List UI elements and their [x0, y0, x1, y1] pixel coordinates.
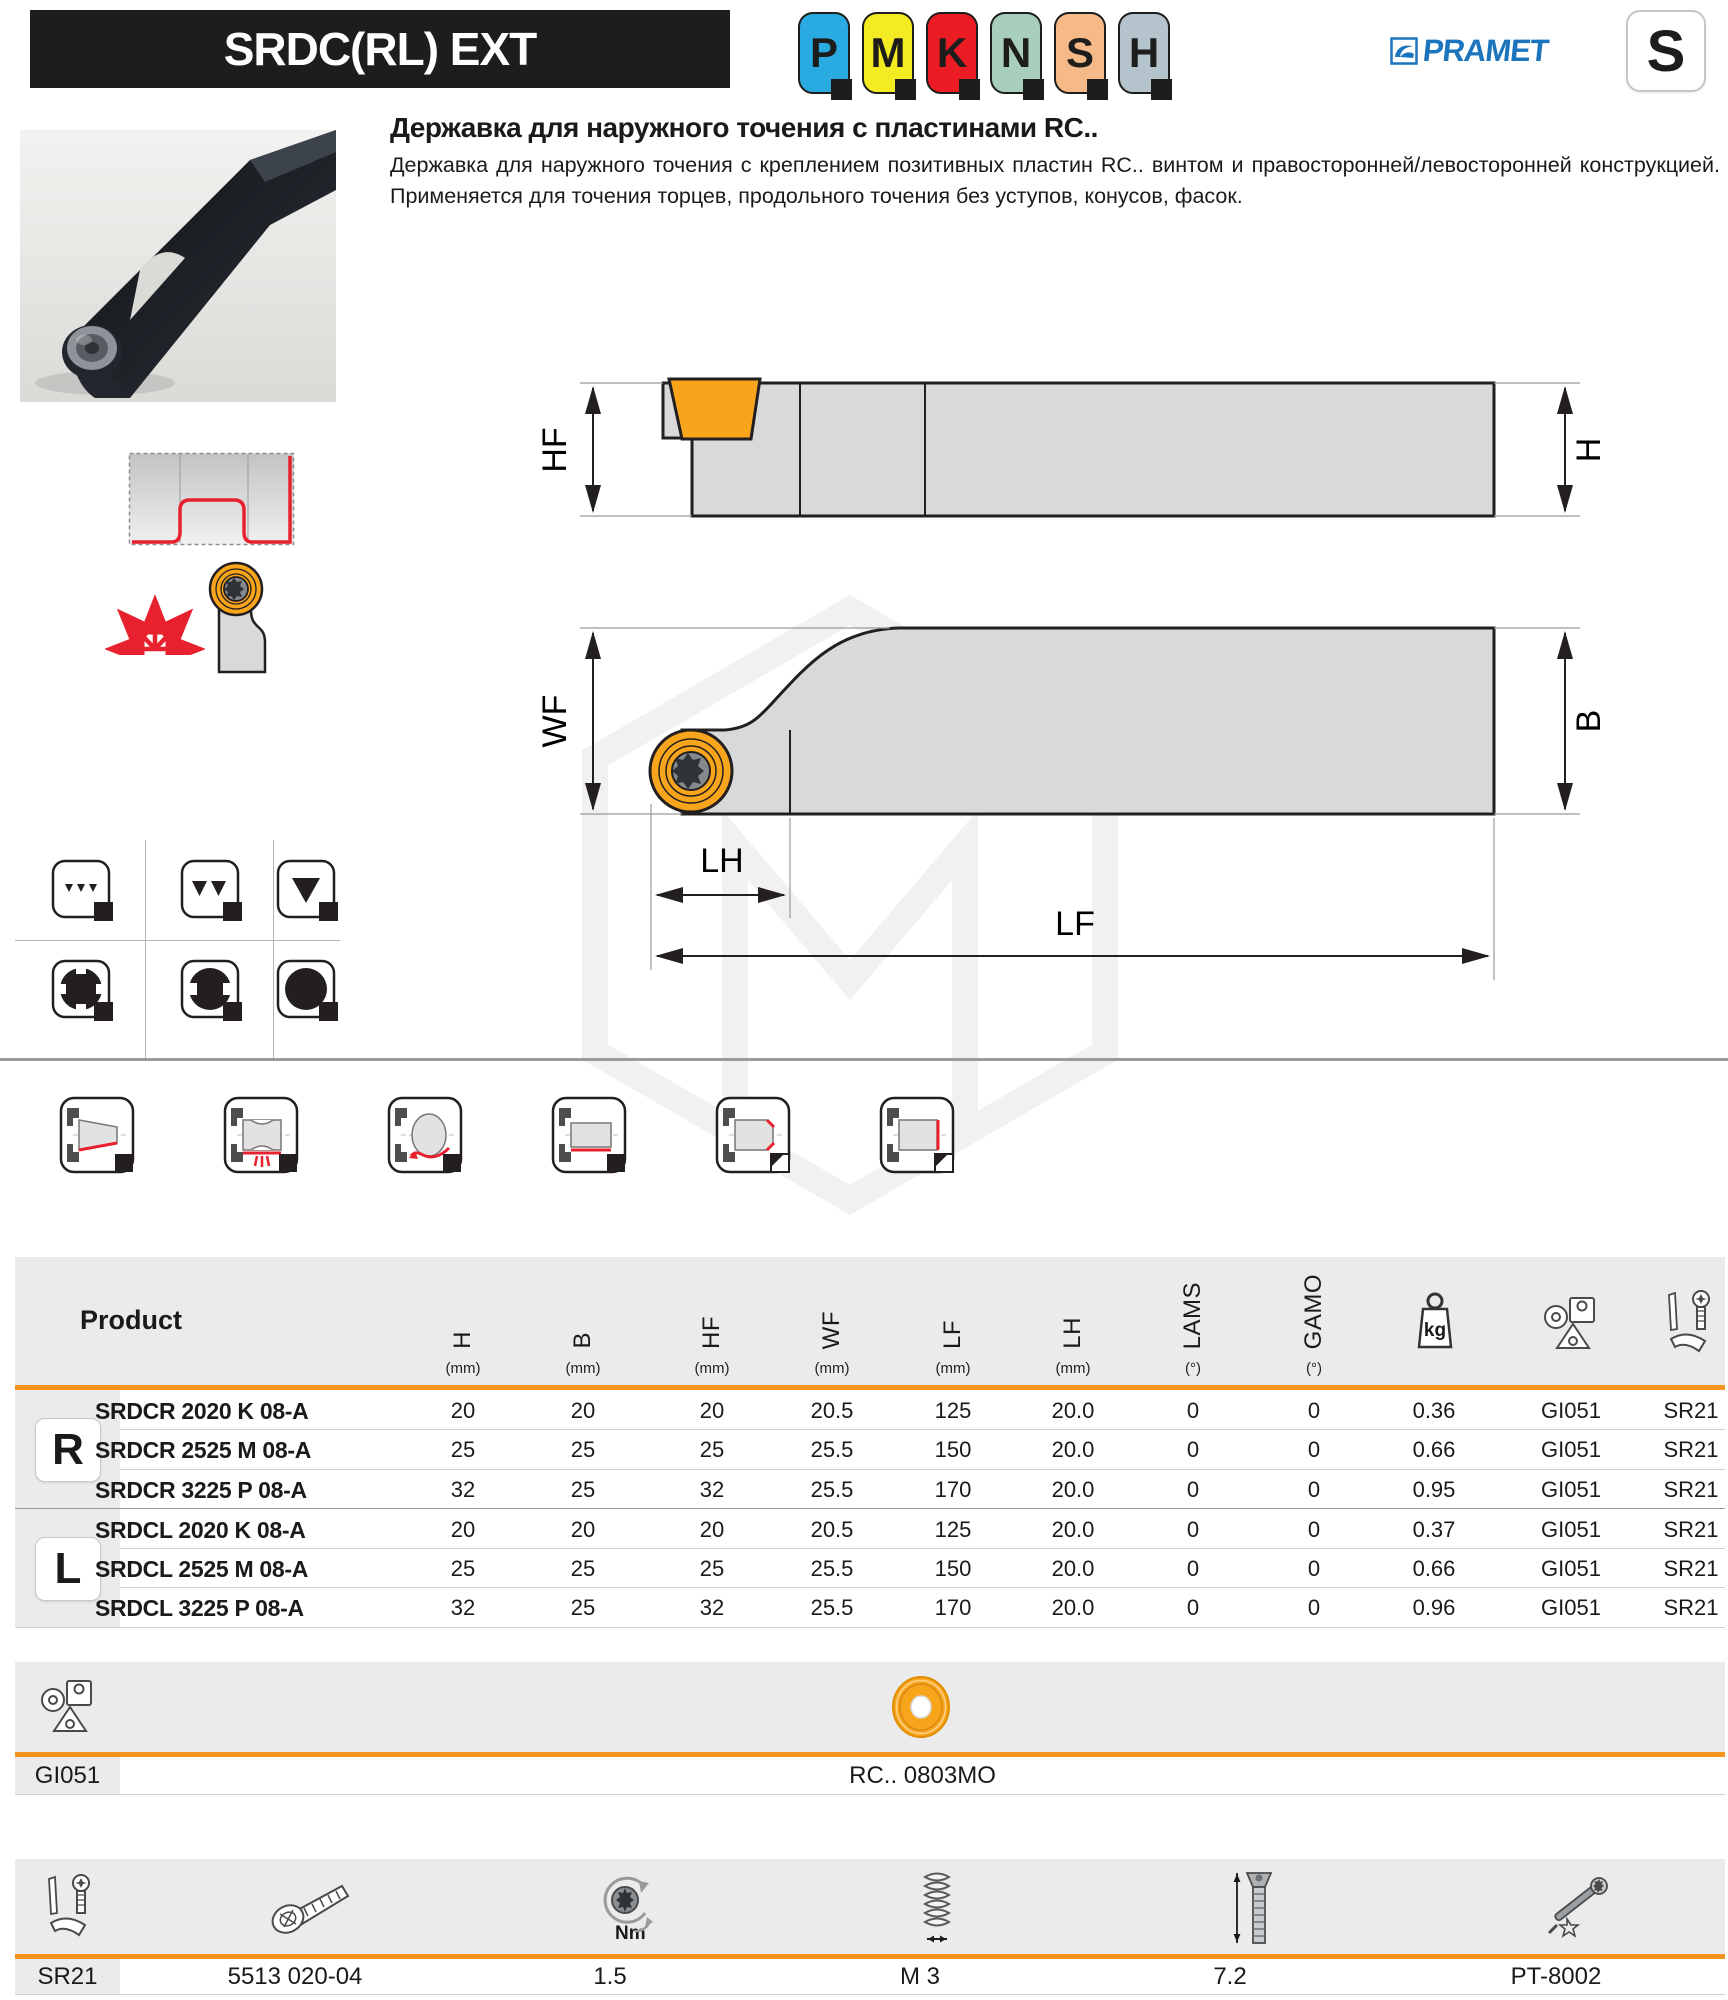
value-wf: 25.5: [810, 1477, 854, 1502]
unit-lf: (mm): [935, 1360, 971, 1377]
value-lh: 20.0: [1051, 1556, 1095, 1581]
value-kg: 0.95: [1412, 1477, 1456, 1502]
unit-h: (mm): [445, 1360, 481, 1377]
value-kg: 0.36: [1412, 1398, 1456, 1423]
insert-top-view: [650, 730, 732, 812]
length-value-cell: 7.2: [1213, 1963, 1247, 1990]
brand-wordmark: PRAMET: [1421, 33, 1550, 68]
product-name: SRDCR 2020 K 08-A: [95, 1398, 309, 1424]
iso-badge-h: [1118, 12, 1170, 94]
iso-badge-h-label: H: [1128, 29, 1160, 76]
value-clamping-code: SR21: [1663, 1517, 1719, 1542]
value-kg: 0.37: [1412, 1517, 1456, 1542]
group-badge-right: R: [35, 1418, 101, 1482]
table-row: [15, 1429, 1725, 1469]
value-lams: 0: [1186, 1517, 1200, 1542]
table-row: [15, 1587, 1725, 1627]
product-name: SRDCR 2525 M 08-A: [95, 1437, 312, 1463]
value-gamo: 0: [1307, 1556, 1321, 1581]
insert-section-band: [15, 1662, 1725, 1752]
drawing-top-view: [536, 628, 1608, 980]
column-header-wf: WF: [818, 1310, 845, 1349]
value-b: 25: [570, 1556, 596, 1581]
screw-image: [260, 1874, 360, 1940]
pictogram-circle-two-notches-icon: [180, 959, 244, 1025]
unit-lh: (mm): [1055, 1360, 1091, 1377]
badge-corner-square: [895, 79, 916, 100]
value-lams: 0: [1186, 1477, 1200, 1502]
badge-corner-square: [831, 79, 852, 100]
value-wf: 20.5: [810, 1398, 854, 1423]
table-bottom-border: [15, 1627, 1725, 1628]
value-lf: 150: [934, 1556, 972, 1581]
column-header-hf: HF: [698, 1316, 725, 1349]
value-lams: 0: [1186, 1556, 1200, 1581]
thread-value-cell: M 3: [899, 1963, 940, 1990]
dim-label-wf: WF: [536, 694, 574, 748]
badge-corner-square: [1151, 79, 1172, 100]
iso-badge-k: [926, 12, 978, 94]
feed-directions-arrows-icon: [105, 595, 205, 655]
operation-spherical-turning-icon: [387, 1096, 467, 1178]
value-h: 32: [450, 1477, 476, 1502]
value-gamo: 0: [1307, 1517, 1321, 1542]
dim-label-hf: HF: [536, 427, 574, 473]
value-hf: 32: [699, 1477, 725, 1502]
kg-label: kg: [1423, 1320, 1447, 1341]
column-header-lf: LF: [939, 1319, 966, 1349]
group-badge-left: L: [35, 1537, 101, 1601]
grid-divider: [145, 840, 146, 1058]
pictogram-one-triangle-icon: [276, 859, 340, 925]
operation-chamfering-icon: [715, 1096, 795, 1178]
drawing-side-view: [536, 379, 1608, 516]
value-insert-code: GI051: [1541, 1517, 1601, 1542]
column-header-lams: LAMS: [1179, 1281, 1206, 1349]
column-header-gamo: GAMO: [1300, 1273, 1327, 1349]
tool-nose-diagram: [205, 558, 285, 676]
grid-divider: [15, 940, 340, 941]
value-h: 20: [450, 1517, 476, 1542]
value-lh: 20.0: [1051, 1517, 1095, 1542]
dim-label-h: H: [1570, 437, 1608, 463]
value-hf: 32: [699, 1595, 725, 1620]
operation-profile-turning-icon: [223, 1096, 303, 1178]
dim-label-lh: LH: [700, 842, 744, 880]
section-bottom-border: [15, 1994, 1725, 1995]
value-gamo: 0: [1307, 1477, 1321, 1502]
value-lams: 0: [1186, 1398, 1200, 1423]
value-kg: 0.66: [1412, 1437, 1456, 1462]
iso-badge-n: [990, 12, 1042, 94]
page-title: SRDC(RL) EXT: [30, 10, 730, 88]
key-value-cell: PT-8002: [1510, 1963, 1602, 1990]
clamping-section-band: [15, 1859, 1725, 1954]
value-clamping-code: SR21: [1663, 1556, 1719, 1581]
product-photo: [20, 130, 336, 402]
badge-corner-square: [1023, 79, 1044, 100]
value-b: 25: [570, 1437, 596, 1462]
pictogram-circle-four-notches-icon: [51, 959, 115, 1025]
clamping-code-cell: SR21: [15, 1959, 120, 1994]
value-hf: 20: [699, 1517, 725, 1542]
dim-label-b: B: [1570, 709, 1608, 733]
clamping-parts-icon: [43, 1873, 101, 1939]
column-header-product: Product: [80, 1305, 183, 1335]
operation-facing-icon: [879, 1096, 959, 1178]
insert-side-view: [669, 379, 760, 439]
value-clamping-code: SR21: [1663, 1437, 1719, 1462]
value-b: 25: [570, 1477, 596, 1502]
intro-paragraph: Державка для наружного точения с креплением позитивных пластин RC.. винтом и правосторонней/левосторонней конструкцией. Применяется для точения торцев, продольного точения без уступов, конусов, фасок.: [390, 153, 1720, 208]
value-insert-code: GI051: [1541, 1398, 1601, 1423]
value-h: 20: [450, 1398, 476, 1423]
badge-corner-square: [959, 79, 980, 100]
insert-name-cell: RC.. 0803MO: [849, 1762, 996, 1789]
value-lf: 125: [934, 1517, 972, 1542]
value-insert-code: GI051: [1541, 1556, 1601, 1581]
unit-b: (mm): [565, 1360, 601, 1377]
dim-label-lf: LF: [1055, 905, 1095, 943]
value-h: 25: [450, 1556, 476, 1581]
value-lf: 150: [934, 1437, 972, 1462]
iso-badge-p: [798, 12, 850, 94]
value-hf: 20: [699, 1398, 725, 1423]
value-lh: 20.0: [1051, 1477, 1095, 1502]
value-hf: 25: [699, 1556, 725, 1581]
section-rule: [0, 1058, 1728, 1061]
torx-key-icon: [1537, 1871, 1615, 1943]
unit-wf: (mm): [814, 1360, 850, 1377]
iso-badge-m: [862, 12, 914, 94]
table-row: [15, 1469, 1725, 1509]
thread-size-icon: [915, 1867, 959, 1949]
value-lams: 0: [1186, 1595, 1200, 1620]
value-lams: 0: [1186, 1437, 1200, 1462]
value-gamo: 0: [1307, 1437, 1321, 1462]
pictogram-full-circle-icon: [276, 959, 340, 1025]
clamping-parts-icon: [1663, 1289, 1721, 1355]
value-lf: 125: [934, 1398, 972, 1423]
value-insert-code: GI051: [1541, 1437, 1601, 1462]
pictogram-three-triangles-icon: [51, 859, 115, 925]
screw-number-cell: 5513 020-04: [227, 1963, 363, 1990]
product-name: SRDCL 2525 M 08-A: [95, 1556, 309, 1582]
iso-badge-s-label: S: [1065, 29, 1094, 76]
screw-length-icon: [1227, 1867, 1279, 1949]
value-wf: 25.5: [810, 1595, 854, 1620]
value-insert-code: GI051: [1541, 1477, 1601, 1502]
grid-divider: [273, 840, 274, 1058]
torque-value-cell: 1.5: [593, 1963, 627, 1990]
value-hf: 25: [699, 1437, 725, 1462]
pramet-swoosh-icon: [1390, 37, 1418, 65]
pictogram-two-triangles-icon: [180, 859, 244, 925]
column-header-lh: LH: [1059, 1317, 1086, 1349]
value-b: 25: [570, 1595, 596, 1620]
value-lh: 20.0: [1051, 1398, 1095, 1423]
value-kg: 0.66: [1412, 1556, 1456, 1581]
profile-diagram: [128, 452, 296, 547]
table-header: [15, 1257, 1725, 1385]
value-b: 20: [570, 1398, 596, 1423]
value-lh: 20.0: [1051, 1437, 1095, 1462]
unit-gamo: (°): [1306, 1360, 1322, 1377]
iso-badge-m-label: M: [870, 29, 906, 76]
torque-unit-label: Nm: [615, 1923, 646, 1944]
insert-identification-icon: [40, 1678, 98, 1734]
column-header-b: B: [569, 1332, 596, 1349]
column-header-h: H: [449, 1331, 476, 1349]
operation-taper-turning-icon: [59, 1096, 139, 1178]
round-insert-image: [890, 1675, 952, 1739]
value-b: 20: [570, 1517, 596, 1542]
table-row: [15, 1509, 1725, 1549]
table-row: [15, 1548, 1725, 1588]
value-lf: 170: [934, 1595, 972, 1620]
value-gamo: 0: [1307, 1398, 1321, 1423]
torque-icon: [595, 1867, 659, 1947]
iso-badge-s: [1054, 12, 1106, 94]
value-h: 25: [450, 1437, 476, 1462]
value-lf: 170: [934, 1477, 972, 1502]
series-letter-box: S: [1626, 10, 1706, 92]
operation-longitudinal-turning-icon: [551, 1096, 631, 1178]
value-clamping-code: SR21: [1663, 1595, 1719, 1620]
badge-corner-square: [1087, 79, 1108, 100]
iso-badge-p-label: P: [809, 29, 838, 76]
weight-kg-icon: [1414, 1291, 1456, 1351]
value-clamping-code: SR21: [1663, 1398, 1719, 1423]
unit-lams: (°): [1185, 1360, 1201, 1377]
value-insert-code: GI051: [1541, 1595, 1601, 1620]
value-kg: 0.96: [1412, 1595, 1456, 1620]
value-wf: 25.5: [810, 1556, 854, 1581]
value-wf: 20.5: [810, 1517, 854, 1542]
product-name: SRDCR 3225 P 08-A: [95, 1477, 307, 1503]
iso-badge-k-label: K: [936, 29, 968, 76]
intro-heading: Державка для наружного точения с пластинами RC..: [390, 112, 1098, 143]
section-bottom-border: [15, 1794, 1725, 1795]
value-clamping-code: SR21: [1663, 1477, 1719, 1502]
value-wf: 25.5: [810, 1437, 854, 1462]
brand-logo: [1390, 33, 1548, 69]
insert-code-cell: GI051: [15, 1757, 120, 1794]
insert-identification-icon: [1543, 1295, 1601, 1351]
product-name: SRDCL 3225 P 08-A: [95, 1595, 304, 1621]
iso-badge-n-label: N: [1000, 29, 1032, 76]
value-h: 32: [450, 1595, 476, 1620]
value-gamo: 0: [1307, 1595, 1321, 1620]
value-lh: 20.0: [1051, 1595, 1095, 1620]
table-row: [15, 1390, 1725, 1430]
product-name: SRDCL 2020 K 08-A: [95, 1517, 306, 1543]
unit-hf: (mm): [694, 1360, 730, 1377]
